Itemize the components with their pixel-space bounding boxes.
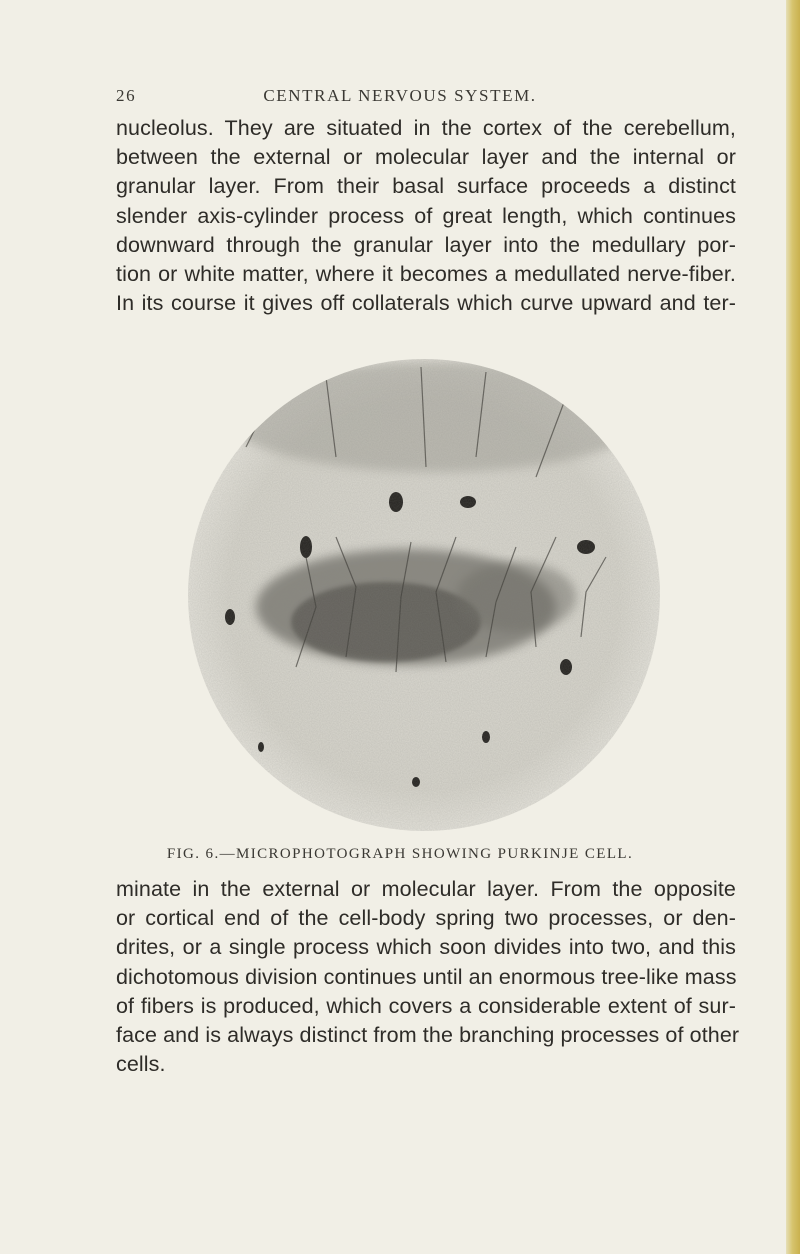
text-line: In its course it gives off collaterals which curve upward and ter-	[116, 291, 736, 316]
text-line: of fibers is produced, which covers a considerable extent of sur-	[116, 993, 736, 1018]
text-line: drites, or a single process which soon divides into two, and this	[116, 935, 736, 960]
text-line: dichotomous division continues until an enormous tree-like mass	[116, 964, 737, 989]
running-title: CENTRAL NERVOUS SYSTEM.	[263, 86, 537, 105]
micrograph-figure	[186, 357, 662, 833]
text-line: slender axis-cylinder process of great length, which continues	[116, 203, 736, 228]
text-line: cells.	[116, 1052, 166, 1077]
running-head	[0, 86, 800, 116]
micrograph-image	[186, 357, 662, 833]
text-line: tion or white matter, where it becomes a medullated nerve-fiber.	[116, 262, 736, 287]
paragraph-1	[116, 114, 736, 318]
text-line: downward through the granular layer into the medullary por-	[116, 232, 736, 257]
text-line: nucleolus. They are situated in the cortex of the cerebellum,	[116, 116, 736, 140]
page-number: 26	[116, 86, 137, 105]
text-line: minate in the external or molecular layer. From the opposite	[116, 877, 736, 901]
text-line: between the external or molecular layer and the internal or	[116, 145, 736, 170]
page-edge	[786, 0, 800, 1254]
text-line: face and is always distinct from the branching processes of other	[116, 1023, 740, 1048]
paragraph-2	[116, 875, 740, 1079]
text-line: or cortical end of the cell-body spring two processes, or den-	[116, 906, 736, 931]
text-line: granular layer. From their basal surface proceeds a distinct	[116, 174, 736, 199]
figure-caption: FIG. 6.—MICROPHOTOGRAPH SHOWING PURKINJE CELL.	[166, 846, 634, 862]
